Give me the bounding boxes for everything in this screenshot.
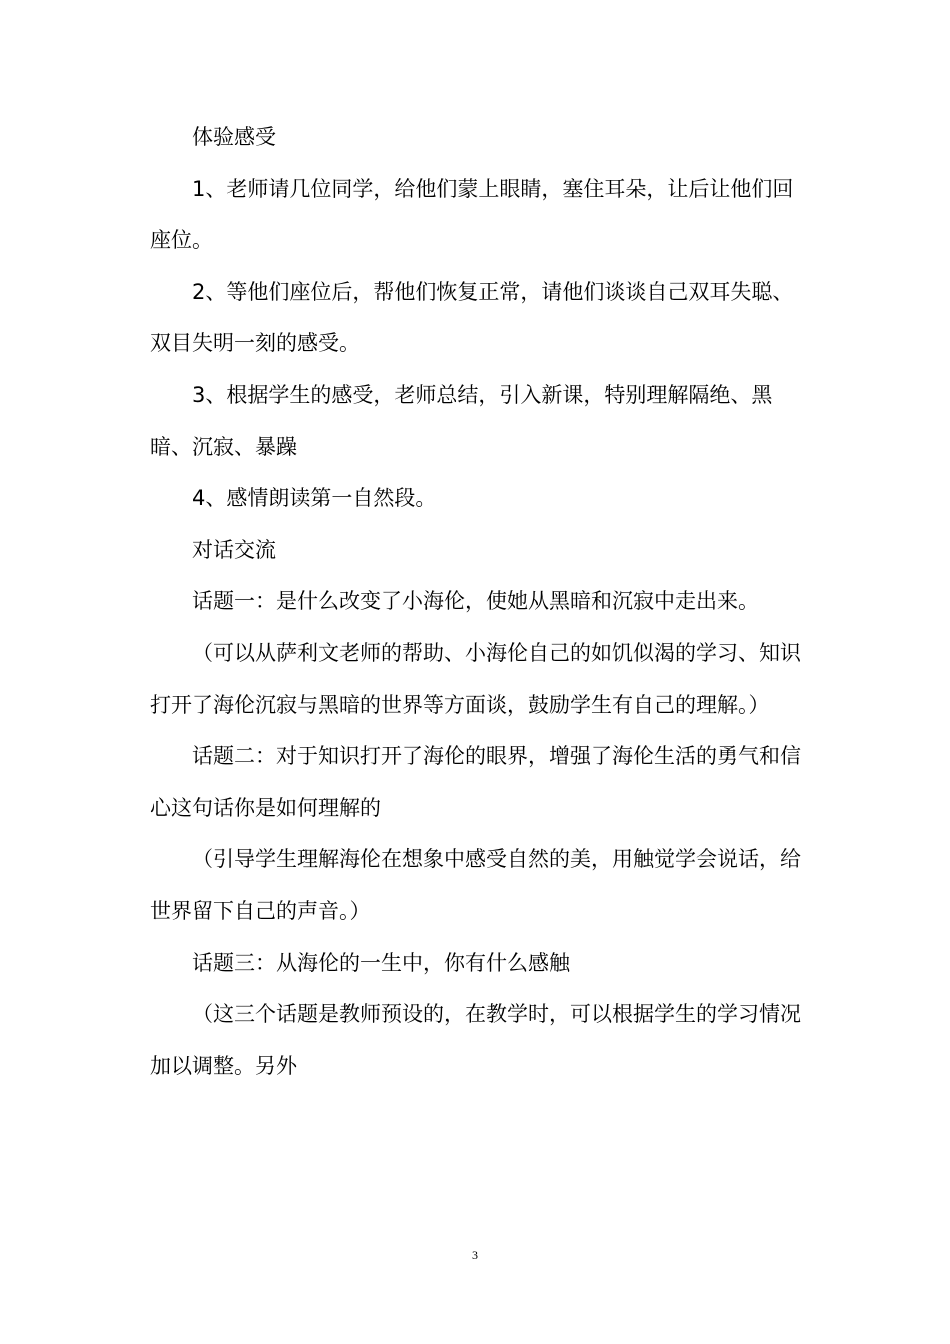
paragraph-topic-1: 话题一：是什么改变了小海伦，使她从黑暗和沉寂中走出来。 (192, 589, 759, 614)
paragraph-topic-1-note: （可以从萨利文老师的帮助、小海伦自己的如饥似渴的学习、知识打开了海伦沉寂与黑暗的世界等方面谈，鼓励学生有自己的理解。） (150, 640, 801, 717)
paragraph-topic-3: 话题三：从海伦的一生中，你有什么感触 (192, 950, 570, 975)
paragraph-step-2: 2、等他们座位后，帮他们恢复正常，请他们谈谈自己双耳失聪、双目失明一刻的感受。 (150, 279, 794, 356)
page-number: 3 (472, 1248, 478, 1262)
document-body (150, 112, 810, 1092)
paragraph-topic-2-note: （引导学生理解海伦在想象中感受自然的美，用触觉学会说话，给世界留下自己的声音。） (150, 847, 801, 923)
section-heading-experience: 体验感受 (192, 125, 276, 149)
section-heading-dialogue: 对话交流 (192, 537, 276, 562)
paragraph-topic-3-note: （这三个话题是教师预设的，在教学时，可以根据学生的学习情况加以调整。另外 (150, 1002, 801, 1078)
paragraph-step-3: 3、根据学生的感受，老师总结，引入新课，特别理解隔绝、黑暗、沉寂、暴躁 (150, 382, 773, 459)
paragraph-step-1: 1、老师请几位同学，给他们蒙上眼睛，塞住耳朵，让后让他们回座位。 (150, 176, 794, 253)
paragraph-step-4: 4、感情朗读第一自然段。 (192, 486, 437, 511)
paragraph-topic-2: 话题二：对于知识打开了海伦的眼界，增强了海伦生活的勇气和信心这句话你是如何理解的 (150, 744, 801, 820)
